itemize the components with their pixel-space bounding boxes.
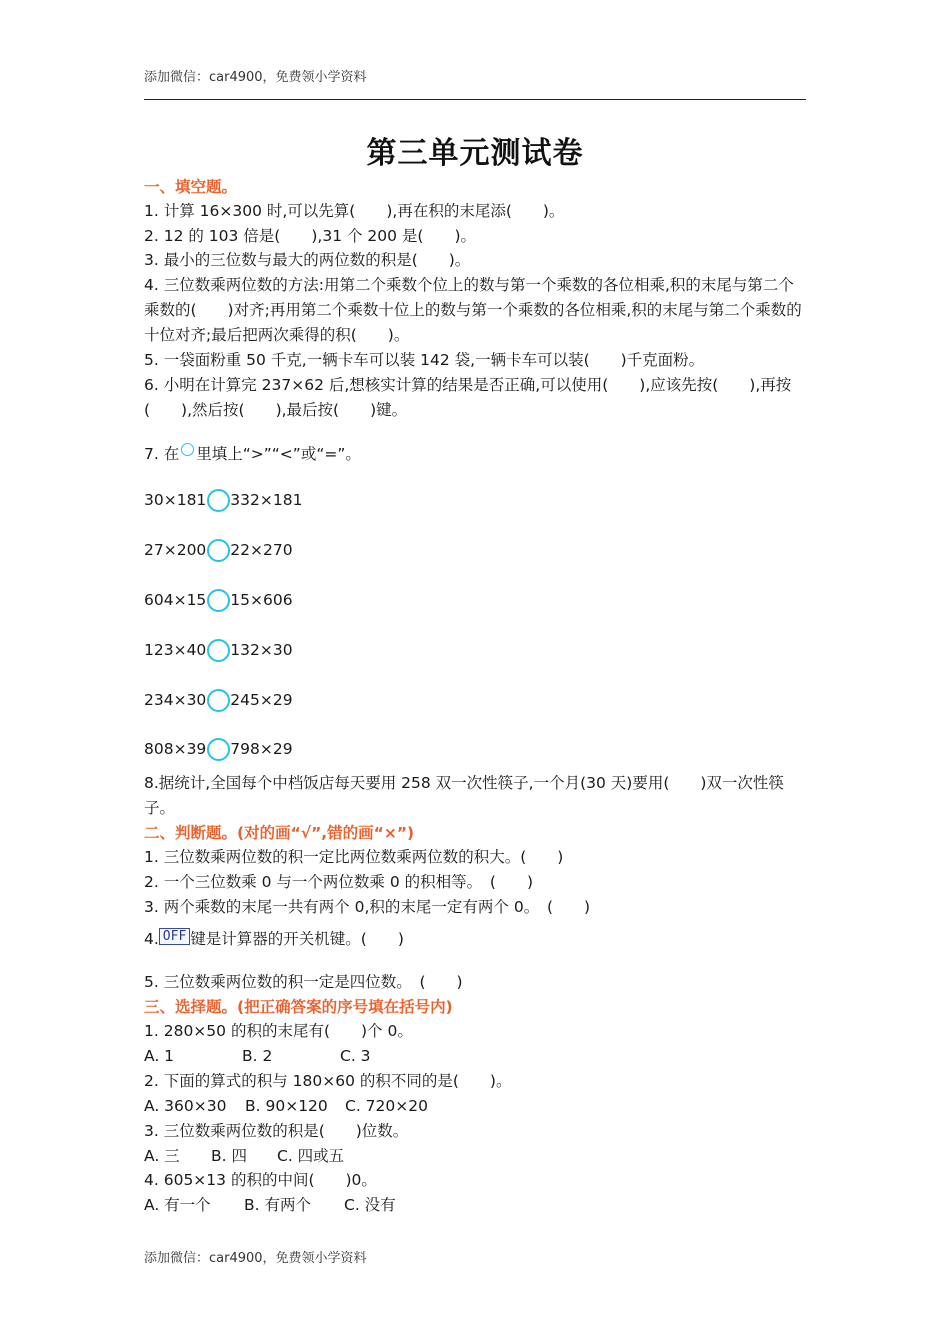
page-footer: 添加微信：car4900，免费领小学资料 — [144, 1251, 367, 1266]
comparison-row-5 — [144, 688, 808, 713]
judge-question-3: 3. 两个乘数的末尾一共有两个 0,积的末尾一定有两个 0。 ( ) — [144, 898, 591, 916]
comparison-row-2 — [144, 538, 808, 563]
option-b: B. 有两个 — [244, 1196, 311, 1214]
comparison-left: 808×39 — [144, 740, 207, 758]
q7-prefix: 7. 在 — [144, 445, 180, 463]
comparison-circle[interactable] — [207, 738, 230, 761]
section-heading-judge: 二、判断题。(对的画“√”,错的画“×”) — [144, 824, 415, 842]
choice-options-3 — [144, 1144, 808, 1169]
comparison-row-6 — [144, 737, 808, 762]
comparison-left: 27×200 — [144, 541, 207, 559]
fill-question-8: 8.据统计,全国每个中档饭店每天要用 258 双一次性筷子,一个月(30 天)要用( )双一次性筷子。 — [144, 774, 784, 817]
choice-question-4: 4. 605×13 的积的中间( )0。 — [144, 1171, 377, 1189]
judge-q4-suffix: 键是计算器的开关机键。( ) — [190, 930, 404, 948]
choice-options-1 — [144, 1044, 808, 1069]
page-title: 第三单元测试卷 — [366, 136, 584, 171]
judge-question-1: 1. 三位数乘两位数的积一定比两位数乘两位数的积大。( ) — [144, 848, 564, 866]
page-header: 添加微信：car4900，免费领小学资料 — [144, 70, 367, 85]
comparison-left: 30×181 — [144, 491, 207, 509]
judge-question-2: 2. 一个三位数乘 0 与一个两位数乘 0 的积相等。 ( ) — [144, 873, 533, 891]
comparison-circle[interactable] — [207, 539, 230, 562]
fill-question-7 — [144, 442, 808, 467]
comparison-right: 22×270 — [230, 541, 293, 559]
q7-suffix: 里填上“>”“<”或“=”。 — [196, 445, 361, 463]
fill-question-3: 3. 最小的三位数与最大的两位数的积是( )。 — [144, 251, 471, 269]
option-c: C. 四或五 — [277, 1147, 345, 1165]
judge-q4-prefix: 4. — [144, 930, 159, 948]
comparison-right: 132×30 — [230, 641, 293, 659]
section-heading-choice: 三、选择题。(把正确答案的序号填在括号内) — [144, 998, 453, 1016]
comparison-right: 332×181 — [230, 491, 303, 509]
option-a: A. 360×30 — [144, 1097, 227, 1115]
option-b: B. 90×120 — [245, 1097, 328, 1115]
option-b: B. 四 — [211, 1147, 247, 1165]
circle-icon — [181, 443, 194, 456]
section-heading-fill: 一、填空题。 — [144, 178, 238, 196]
fill-question-5: 5. 一袋面粉重 50 千克,一辆卡车可以装 142 袋,一辆卡车可以装( )千克面粉。 — [144, 351, 705, 369]
fill-question-4: 4. 三位数乘两位数的方法:用第二个乘数个位上的数与第一个乘数的各位相乘,积的末尾与第二个乘数的( )对齐;再用第二个乘数十位上的数与第一个乘数的各位相乘,积的末尾与第二个乘数的十位对齐;最后把两次乘得的积( )。 — [144, 276, 802, 344]
comparison-left: 604×15 — [144, 591, 207, 609]
comparison-circle[interactable] — [207, 639, 230, 662]
choice-options-4 — [144, 1193, 808, 1218]
comparison-circle[interactable] — [207, 589, 230, 612]
option-a: A. 有一个 — [144, 1196, 211, 1214]
choice-options-2 — [144, 1094, 808, 1119]
judge-question-5: 5. 三位数乘两位数的积一定是四位数。 ( ) — [144, 973, 463, 991]
fill-question-6: 6. 小明在计算完 237×62 后,想核实计算的结果是否正确,可以使用( ),应该先按( ),再按( ),然后按( ),最后按( )键。 — [144, 376, 792, 419]
comparison-left: 123×40 — [144, 641, 207, 659]
choice-question-2: 2. 下面的算式的积与 180×60 的积不同的是( )。 — [144, 1072, 512, 1090]
judge-question-4 — [144, 927, 808, 952]
comparison-left: 234×30 — [144, 691, 207, 709]
comparison-row-4 — [144, 638, 808, 663]
option-c: C. 没有 — [344, 1196, 396, 1214]
comparison-circle[interactable] — [207, 689, 230, 712]
fill-question-1: 1. 计算 16×300 时,可以先算( ),再在积的末尾添( )。 — [144, 202, 565, 220]
option-b: B. 2 — [242, 1047, 273, 1065]
comparison-row-1 — [144, 488, 808, 513]
comparison-right: 15×606 — [230, 591, 293, 609]
comparison-right: 798×29 — [230, 740, 293, 758]
comparison-row-3 — [144, 588, 808, 613]
comparison-circle[interactable] — [207, 489, 230, 512]
option-c: C. 3 — [340, 1047, 371, 1065]
option-c: C. 720×20 — [345, 1097, 428, 1115]
option-a: A. 三 — [144, 1147, 180, 1165]
fill-question-2: 2. 12 的 103 倍是( ),31 个 200 是( )。 — [144, 227, 477, 245]
off-key-icon: OFF — [159, 928, 190, 945]
choice-question-1: 1. 280×50 的积的末尾有( )个 0。 — [144, 1022, 413, 1040]
comparison-right: 245×29 — [230, 691, 293, 709]
option-a: A. 1 — [144, 1047, 175, 1065]
header-divider — [144, 99, 806, 100]
choice-question-3: 3. 三位数乘两位数的积是( )位数。 — [144, 1122, 409, 1140]
